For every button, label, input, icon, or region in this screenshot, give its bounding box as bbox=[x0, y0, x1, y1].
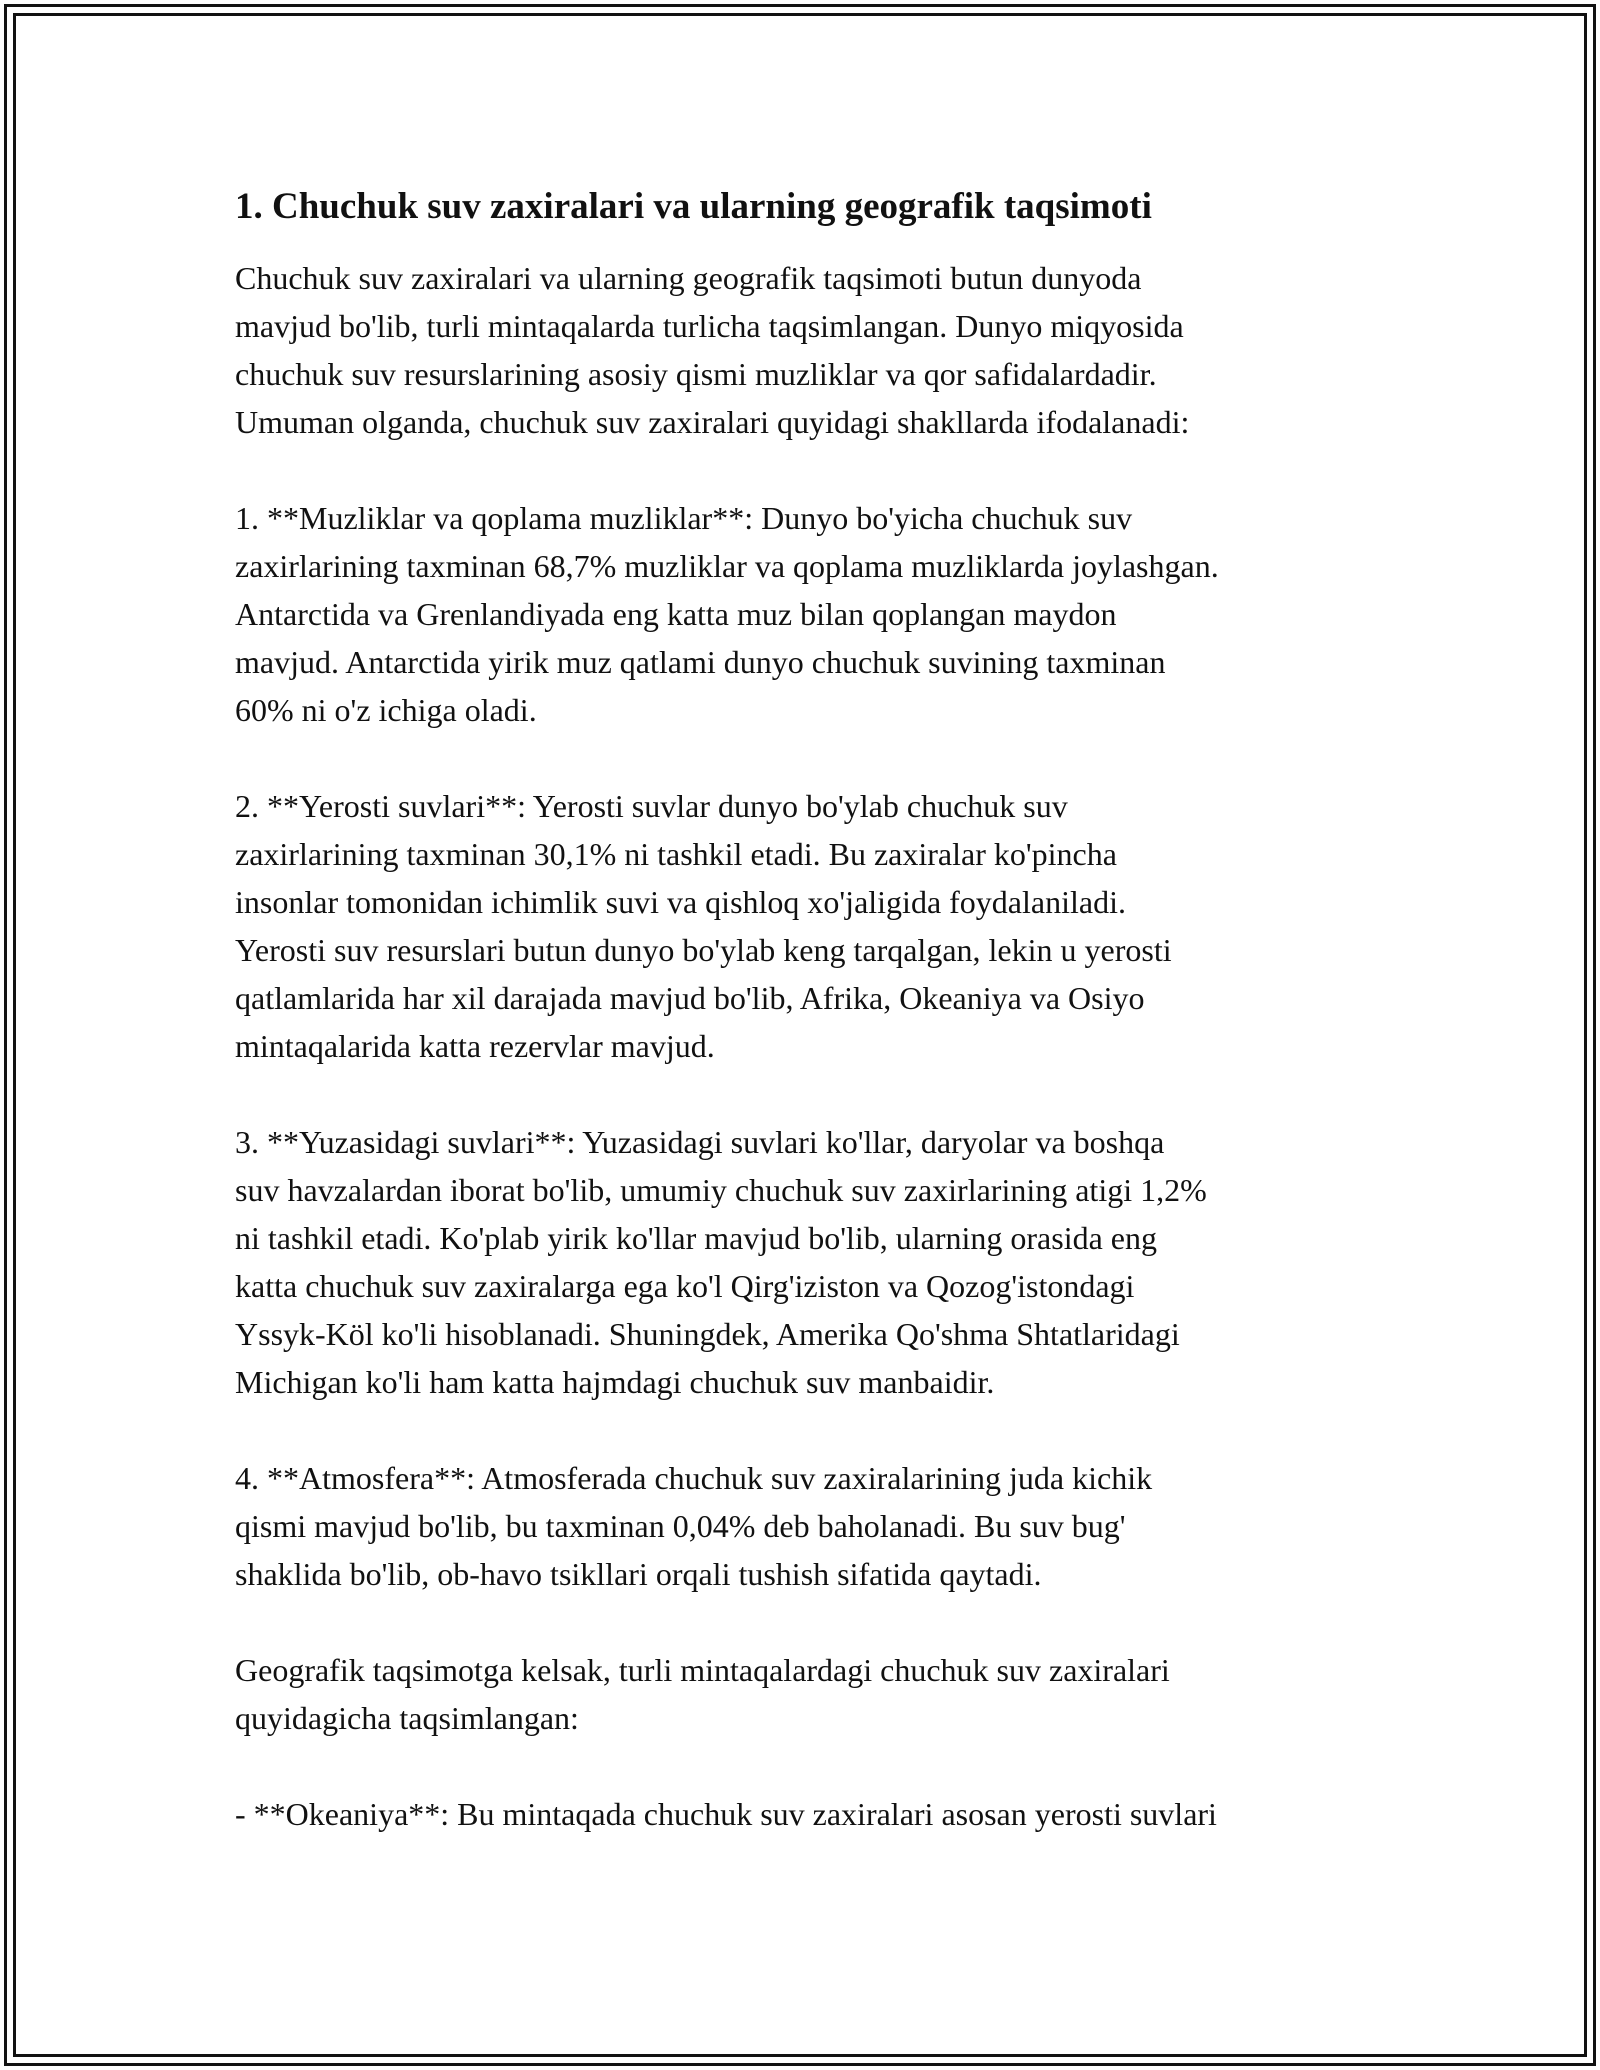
text-line: zaxirlarining taxminan 30,1% ni tashkil etadi. Bu zaxiralar ko'pincha bbox=[235, 836, 1117, 872]
text-line: Antarctida va Grenlandiyada eng katta muz bilan qoplangan maydon bbox=[235, 596, 1117, 632]
paragraph-intro bbox=[235, 254, 1380, 446]
paragraph-geografik bbox=[235, 1646, 1380, 1742]
text-line: Chuchuk suv zaxiralari va ularning geografik taqsimoti butun dunyoda bbox=[235, 260, 1142, 296]
text-line: mavjud. Antarctida yirik muz qatlami dunyo chuchuk suvining taxminan bbox=[235, 644, 1166, 680]
text-line: 4. **Atmosfera**: Atmosferada chuchuk suv zaxiralarining juda kichik bbox=[235, 1460, 1153, 1496]
text-line: mintaqalarida katta rezervlar mavjud. bbox=[235, 1028, 715, 1064]
text-line: 3. **Yuzasidagi suvlari**: Yuzasidagi suvlari ko'llar, daryolar va boshqa bbox=[235, 1124, 1165, 1160]
text-line: Michigan ko'li ham katta hajmdagi chuchuk suv manbaidir. bbox=[235, 1364, 995, 1400]
text-line: katta chuchuk suv zaxiralarga ega ko'l Qirg'iziston va Qozog'istondagi bbox=[235, 1268, 1135, 1304]
text-line: qatlamlarida har xil darajada mavjud bo'lib, Afrika, Okeaniya va Osiyo bbox=[235, 980, 1145, 1016]
paragraph-yuzasidagi bbox=[235, 1118, 1380, 1406]
text-line: quyidagicha taqsimlangan: bbox=[235, 1700, 579, 1736]
text-line: qismi mavjud bo'lib, bu taxminan 0,04% deb baholanadi. Bu suv bug' bbox=[235, 1508, 1126, 1544]
paragraph-yerosti bbox=[235, 782, 1380, 1070]
text-line: zaxirlarining taxminan 68,7% muzliklar va qoplama muzliklarda joylashgan. bbox=[235, 548, 1219, 584]
text-line: 60% ni o'z ichiga oladi. bbox=[235, 692, 537, 728]
text-line: Geografik taqsimotga kelsak, turli mintaqalardagi chuchuk suv zaxiralari bbox=[235, 1652, 1170, 1688]
text-line: chuchuk suv resurslarining asosiy qismi muzliklar va qor safidalardadir. bbox=[235, 356, 1157, 392]
text-line: ni tashkil etadi. Ko'plab yirik ko'llar mavjud bo'lib, ularning orasida eng bbox=[235, 1220, 1157, 1256]
document-body bbox=[235, 182, 1380, 1838]
paragraph-muzliklar bbox=[235, 494, 1380, 734]
text-line: Yerosti suv resurslari butun dunyo bo'ylab keng tarqalgan, lekin u yerosti bbox=[235, 932, 1172, 968]
document-title: 1. Chuchuk suv zaxiralari va ularning geografik taqsimoti bbox=[235, 186, 1152, 227]
text-line: shaklida bo'lib, ob-havo tsikllari orqali tushish sifatida qaytadi. bbox=[235, 1556, 1042, 1592]
text-line: - **Okeaniya**: Bu mintaqada chuchuk suv zaxiralari asosan yerosti suvlari bbox=[235, 1796, 1217, 1832]
text-line: mavjud bo'lib, turli mintaqalarda turlicha taqsimlangan. Dunyo miqyosida bbox=[235, 308, 1184, 344]
text-line: Yssyk-Köl ko'li hisoblanadi. Shuningdek, Amerika Qo'shma Shtatlaridagi bbox=[235, 1316, 1180, 1352]
text-line: 1. **Muzliklar va qoplama muzliklar**: Dunyo bo'yicha chuchuk suv bbox=[235, 500, 1133, 536]
text-line: suv havzalardan iborat bo'lib, umumiy chuchuk suv zaxirlarining atigi 1,2% bbox=[235, 1172, 1207, 1208]
text-line: 2. **Yerosti suvlari**: Yerosti suvlar dunyo bo'ylab chuchuk suv bbox=[235, 788, 1068, 824]
text-line: insonlar tomonidan ichimlik suvi va qishloq xo'jaligida foydalaniladi. bbox=[235, 884, 1126, 920]
paragraph-okeaniya bbox=[235, 1790, 1380, 1838]
paragraph-atmosfera bbox=[235, 1454, 1380, 1598]
text-line: Umuman olganda, chuchuk suv zaxiralari quyidagi shakllarda ifodalanadi: bbox=[235, 404, 1190, 440]
